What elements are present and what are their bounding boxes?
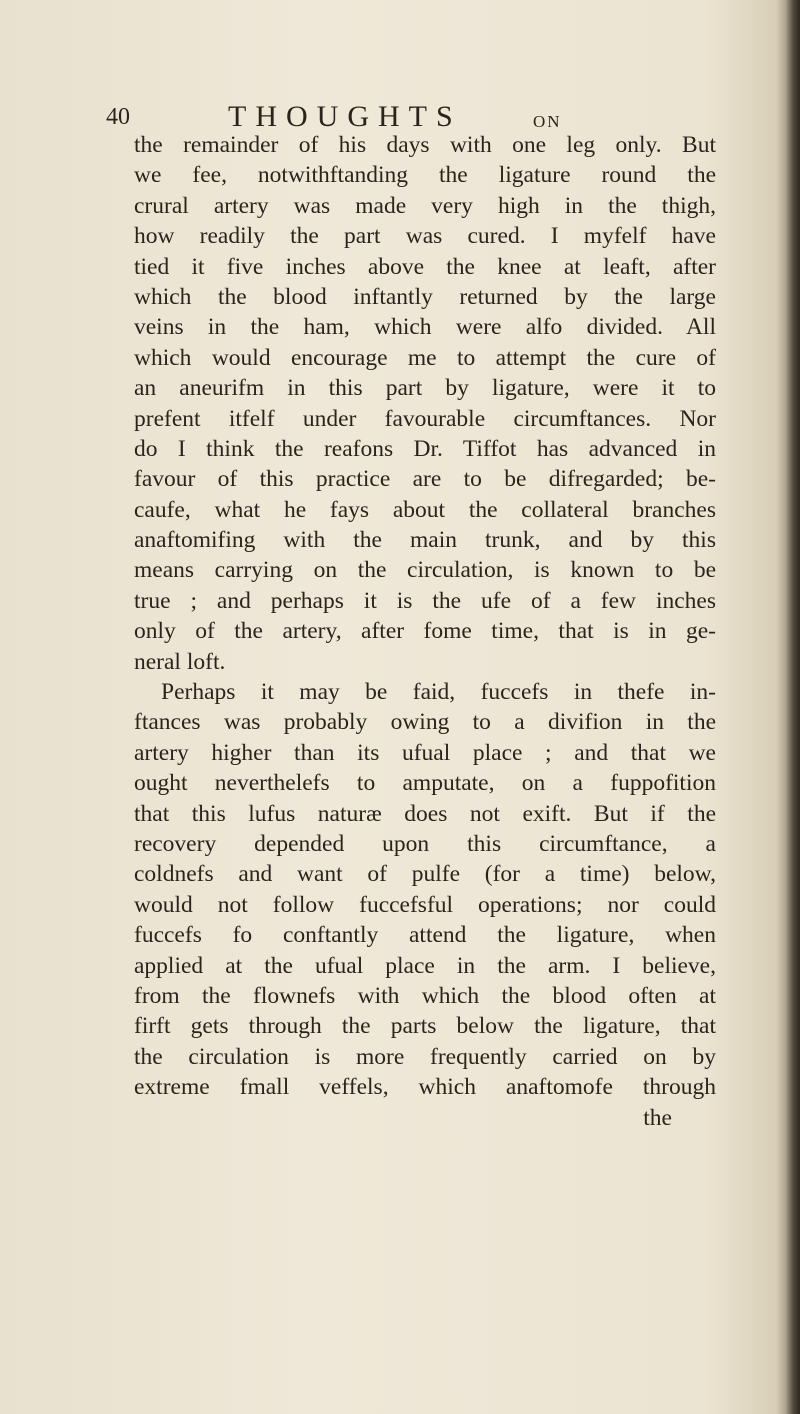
text-line: ought neverthelefs to amputate, on a fuppofition	[134, 770, 716, 797]
text-line: the remainder of his days with one leg only. But	[134, 132, 716, 158]
text-line: veins in the ham, which were alfo divided. All	[134, 314, 716, 341]
text-line: recovery depended upon this circumftance, a	[134, 830, 716, 857]
text-line: which the blood inftantly returned by the large	[134, 283, 716, 310]
text-line: extreme fmall veffels, which anaftomofe through	[134, 1074, 716, 1101]
page-binding-edge	[786, 0, 800, 1414]
text-line: an aneurifm in this part by ligature, were it to	[134, 375, 716, 402]
text-line: only of the artery, after fome time, that is in ge-	[134, 618, 716, 645]
text-line: Perhaps it may be faid, fuccefs in thefe in-	[161, 679, 716, 706]
text-line: tied it five inches above the knee at leaft, after	[134, 253, 716, 280]
text-line: firft gets through the parts below the ligature, that	[134, 1013, 716, 1040]
body-text	[134, 130, 716, 1133]
text-line: from the flownefs with which the blood often at	[134, 982, 716, 1009]
text-line: anaftomifing with the main trunk, and by this	[134, 527, 716, 554]
text-line: applied at the ufual place in the arm. I believe,	[134, 952, 716, 979]
text-line: we fee, notwithftanding the ligature round the	[134, 162, 716, 189]
text-line: prefent itfelf under favourable circumftances. Nor	[134, 405, 716, 432]
text-line: coldnefs and want of pulfe (for a time) below,	[134, 861, 716, 888]
text-line: caufe, what he fays about the collateral branches	[134, 496, 716, 523]
text-line: artery higher than its ufual place ; and that we	[134, 739, 716, 766]
text-line: do I think the reafons Dr. Tiffot has advanced in	[134, 435, 716, 462]
text-line: that this lufus naturæ does not exift. But if the	[134, 800, 716, 827]
text-line: neral loft.	[134, 648, 226, 675]
running-head-preposition: ON	[533, 112, 562, 131]
text-line: how readily the part was cured. I myfelf have	[134, 223, 716, 250]
page-number: 40	[106, 104, 130, 130]
text-line: crural artery was made very high in the thigh,	[134, 192, 716, 219]
text-line: which would encourage me to attempt the cure of	[134, 344, 716, 371]
text-line: the circulation is more frequently carried on by	[134, 1043, 716, 1070]
text-line: fuccefs fo conftantly attend the ligature, when	[134, 922, 716, 949]
text-line: would not follow fuccefsful operations; nor could	[134, 891, 716, 918]
running-head: THOUGHTS	[228, 100, 462, 133]
text-line: favour of this practice are to be difregarded; be-	[134, 466, 716, 493]
text-line: means carrying on the circulation, is known to be	[134, 557, 716, 584]
catchword: the	[643, 1104, 672, 1131]
text-line: ftances was probably owing to a divifion in the	[134, 709, 716, 736]
text-line: true ; and perhaps it is the ufe of a few inches	[134, 587, 716, 614]
